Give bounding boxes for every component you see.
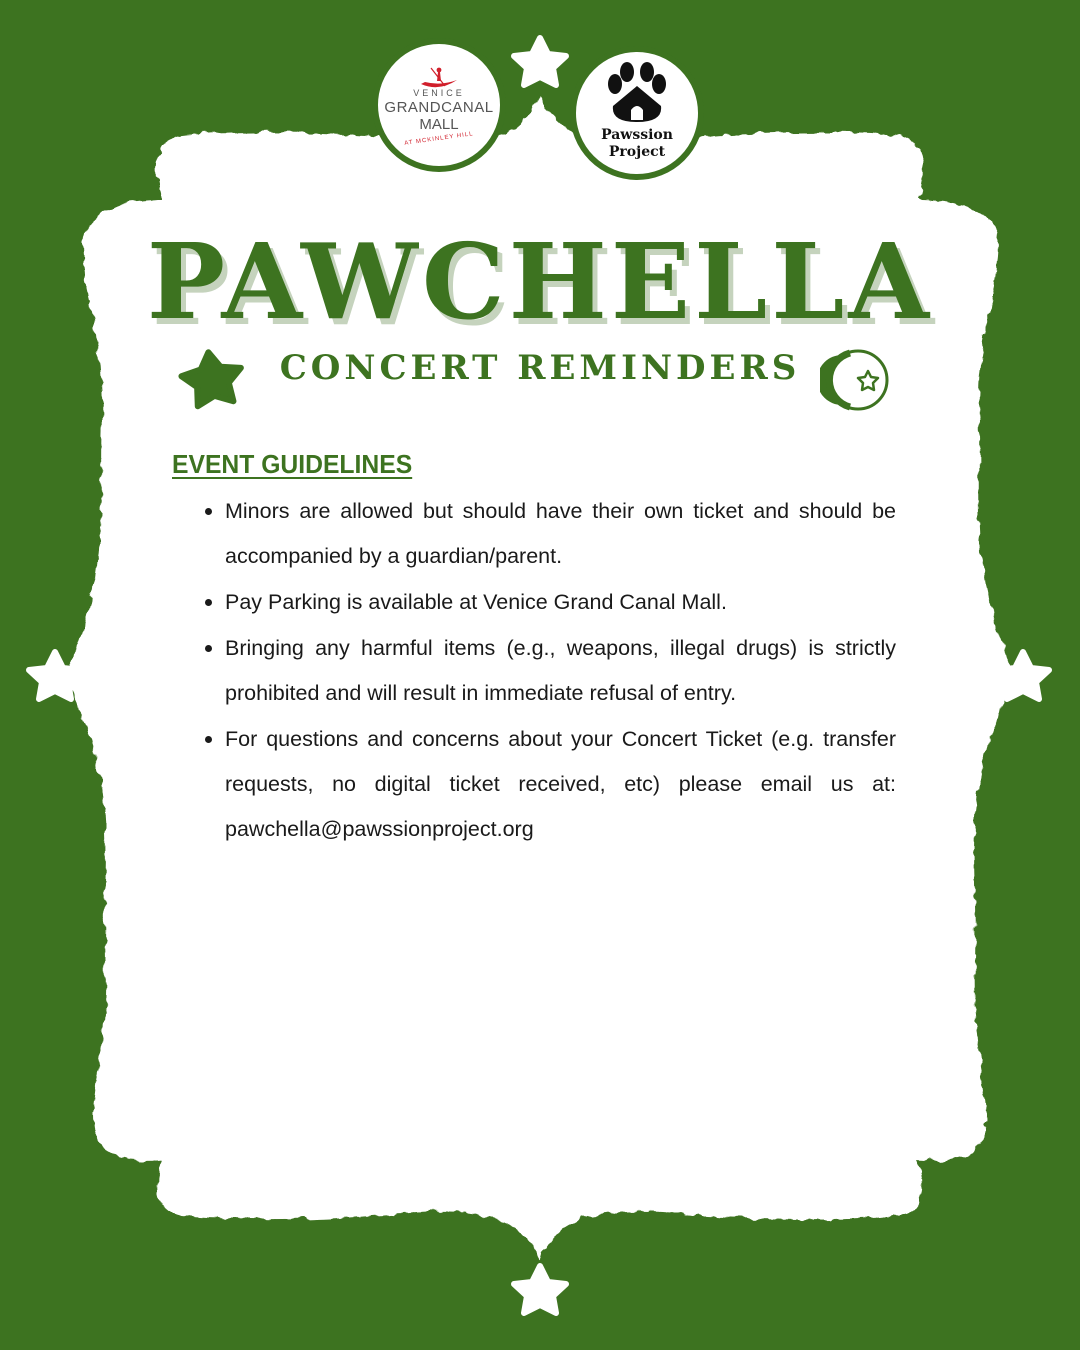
mall-logo-line3: MALL (419, 116, 459, 133)
star-icon (514, 38, 566, 85)
page-title: PAWCHELLA (146, 220, 934, 343)
moon-star-icon (820, 345, 890, 415)
section-heading: EVENT GUIDELINES (172, 449, 413, 479)
pawssion-project-logo (570, 46, 704, 180)
list-item: • Pay Parking is available at Venice Grand Canal Mall. (225, 579, 896, 625)
star-icon (514, 1266, 566, 1313)
venice-grandcanal-mall-logo (372, 38, 506, 172)
pawssion-logo-line1: Pawssion (601, 127, 673, 143)
page-subtitle: CONCERT REMINDERS (279, 348, 801, 388)
list-item: • Minors are allowed but should have their own ticket and should be accompanied by a guardian/parent. (225, 488, 896, 579)
paw-house-icon (605, 62, 669, 124)
mall-logo-line1: VENICE (413, 88, 465, 98)
mall-logo-tagline: AT MCKINLEY HILL (404, 131, 474, 147)
pawssion-logo-line2: Project (608, 144, 666, 160)
list-item: • Bringing any harmful items (e.g., weapons, illegal drugs) is strictly prohibited and will result in immediate refusal of entry. (225, 625, 896, 716)
list-item: • For questions and concerns about your Concert Ticket (e.g. transfer requests, no digital ticket received, etc) please email us at: pawchella@pawssionproject.org (225, 716, 896, 852)
mall-logo-line2: GRANDCANAL (384, 99, 494, 116)
guidelines-list (196, 488, 896, 852)
